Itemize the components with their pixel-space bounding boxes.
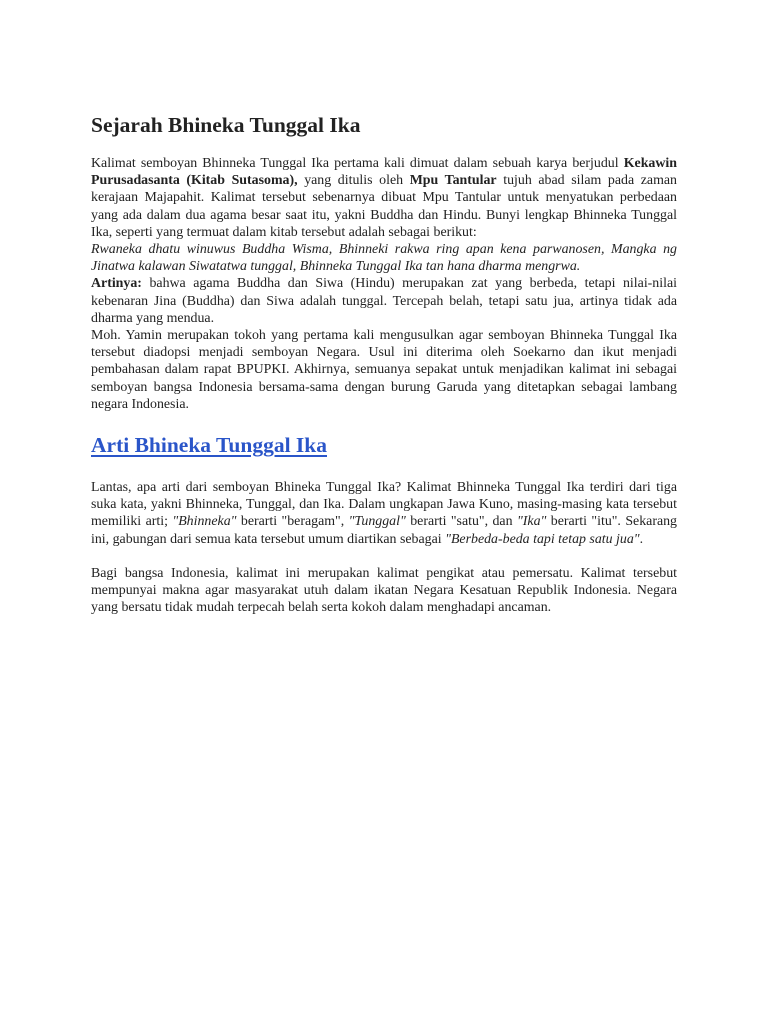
article [91,110,677,616]
page-title: Sejarah Bhineka Tunggal Ika [91,113,361,137]
section-heading-link[interactable] [91,430,677,460]
section-heading-link-text[interactable]: Arti Bhineka Tunggal Ika [91,433,327,458]
paragraph-unifier: Bagi bangsa Indonesia, kalimat ini merupakan kalimat pengikat atau pemersatu. Kalimat tersebut mempunyai makna agar masyarakat utuh dalam ikatan Negara Kesatuan Republik Indonesia. Negara yang bersatu tidak mudah terpecah belah serta kokoh dalam menghadapi ancaman. [91,565,677,616]
meaning-text: bahwa agama Buddha dan Siwa (Hindu) merupakan zat yang berbeda, tetapi nilai-nilai kebenaran Jina (Buddha) dan Siwa adalah tunggal. Tercepah belah, tetapi satu jua, artinya tidak ada dharma yang mendua. [91,276,677,326]
italic-bhinneka: "Bhinneka" [172,514,237,530]
bold-mpu-tantular: Mpu Tantular [409,173,497,189]
paragraph-text: . [639,531,644,547]
paragraph-text: berarti "beragam", [236,514,349,530]
paragraph-history [91,155,677,241]
paragraph-text: Lantas, apa arti dari semboyan Bhineka Tunggal Ika? Kalimat Bhinneka Tunggal Ika terdiri dari tiga suka kata, yakni Bhinneka, Tunggal, dan Ika. Dalam ungkapan Jawa Kuno, masing-masing kata tersebut memiliki arti; [91,480,677,530]
paragraph-text: yang ditulis oleh [297,173,410,189]
paragraph-text: berarti "itu". Sekarang ini, gabungan dari semua kata tersebut umum diartikan sebagai [91,514,677,547]
italic-tunggal: "Tunggal" [348,514,406,530]
meaning-label: Artinya: [91,276,142,292]
paragraph-text: tujuh abad silam pada zaman kerajaan Majapahit. Kalimat tersebut sebenarnya dibuat Mpu Tantular untuk menyatukan perbedaan yang ada dalam dua agama besar saat itu, yakni Buddha dan Hindu. Bunyi lengkap Bhinneka Tunggal Ika, seperti yang termuat dalam kitab tersebut adalah sebagai berikut: [91,173,677,240]
paragraph-text: berarti "satu", dan [405,514,517,530]
italic-motto: "Berbeda-beda tapi tetap satu jua" [445,531,640,547]
paragraph-text: Kalimat semboyan Bhinneka Tunggal Ika pertama kali dimuat dalam sebuah karya berjudul [91,156,624,171]
meaning-paragraph [91,275,677,327]
bold-kitab-sutasoma: Kekawin Purusadasanta (Kitab Sutasoma), [91,156,677,189]
italic-ika: "Ika" [516,514,547,530]
paragraph-yamin: Moh. Yamin merupakan tokoh yang pertama kali mengusulkan agar semboyan Bhinneka Tunggal Ika tersebut diadopsi menjadi semboyan Negara. Usul ini diterima oleh Soekarno dan ikut menjadi pembahasan dalam rapat BPUPKI. Akhirnya, semuanya sepakat untuk menjadikan kalimat ini sebagai semboyan bangsa Indonesia bersama-sama dengan burung Garuda yang ditetapkan sebagai lambang negara Indonesia. [91,328,677,412]
quote-paragraph [91,241,677,275]
paragraph-meaning-words [91,479,677,548]
kakawin-quote: Rwaneka dhatu winuwus Buddha Wisma, Bhinneki rakwa ring apan kena parwanosen, Mangka ng Jinatwa kalawan Siwatatwa tunggal, Bhinneka Tunggal Ika tan hana dharma mengrwa. [91,242,677,275]
